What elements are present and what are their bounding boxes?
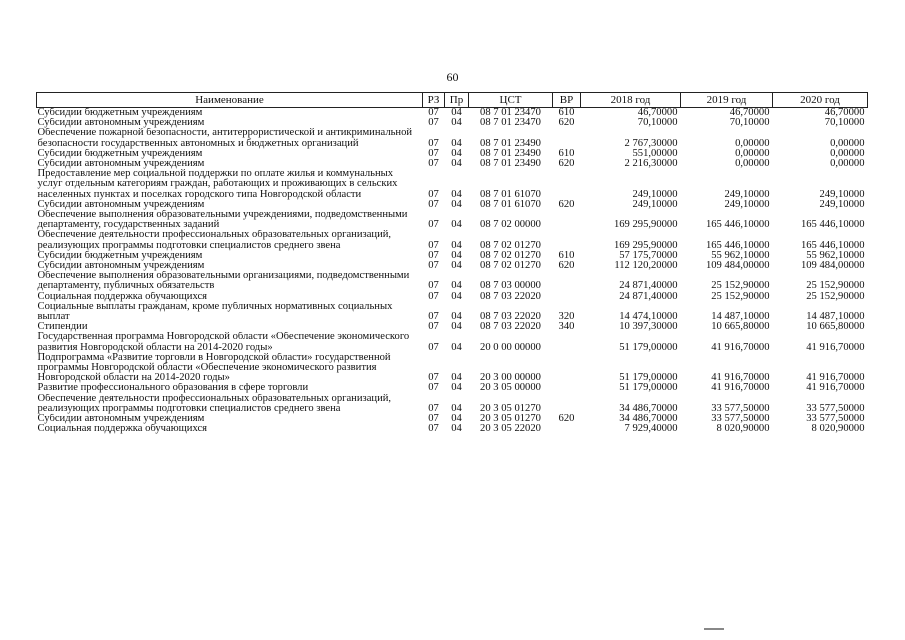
row-cst: 20 3 05 22020 [480,424,541,435]
row-cst: 08 7 03 00000 [480,280,541,292]
table-row [37,169,868,200]
row-2020: 249,10000 [819,188,865,200]
row-vr: 610 [558,148,575,159]
row-2018: 51 179,00000 [619,372,678,384]
row-2018: 10 397,30000 [619,322,678,333]
row-pr: 04 [451,402,462,414]
row-2020: 14 487,10000 [806,311,865,323]
row-2019: 249,10000 [724,188,770,200]
row-vr [553,271,581,291]
row-rz: 07 [428,280,439,292]
row-2019: 109 484,00000 [705,261,770,272]
row-pr: 04 [451,199,462,210]
row-2020: 41 916,70000 [806,383,865,394]
row-name: Субсидии автономным учреждениям [37,199,205,210]
row-name: Развитие профессионального образования в сфере торговли [37,383,309,394]
header-2018: 2018 год [581,93,681,108]
row-rz: 07 [428,383,439,394]
row-2019: 33 577,50000 [711,402,770,414]
row-cst: 08 7 02 00000 [480,219,541,231]
row-cst: 20 3 05 00000 [480,383,541,394]
row-rz: 07 [428,311,439,323]
row-2018: 34 486,70000 [619,414,678,425]
row-vr: 620 [558,159,575,170]
row-2020: 41 916,70000 [806,341,865,353]
row-pr: 04 [451,311,462,323]
row-name: Предоставление мер социальной поддержки по оплате жилья и коммунальных услуг отдельным категориям граждан, работающих и проживающих в сельских населенных пунктах и поселках городского типа Новгородской области [37,169,398,200]
row-2020: 55 962,10000 [806,250,865,261]
row-2020: 33 577,50000 [806,402,865,414]
table-row [37,302,868,322]
row-vr [553,230,581,250]
row-pr: 04 [451,414,462,425]
row-2019: 55 962,10000 [711,250,770,261]
row-name: Стипендии [37,322,88,333]
row-rz: 07 [428,107,439,118]
row-name: Социальная поддержка обучающихся [37,424,208,435]
row-2019: 14 487,10000 [711,311,770,323]
row-pr: 04 [451,188,462,200]
header-rz: РЗ [423,93,445,108]
table-row [37,118,868,128]
row-2020: 10 665,80000 [806,322,865,333]
row-rz: 07 [428,148,439,159]
page-number: 60 [446,70,459,84]
row-2019: 0,00000 [735,137,770,149]
header-pr: Пр [445,93,469,108]
row-cst: 08 7 03 22020 [480,291,541,302]
row-cst: 08 7 03 22020 [480,322,541,333]
row-2018: 24 871,40000 [619,280,678,292]
row-cst: 08 7 01 23490 [480,159,541,170]
row-cst: 20 3 05 01270 [480,402,541,414]
table-row [37,159,868,169]
row-2019: 10 665,80000 [711,322,770,333]
row-vr: 620 [558,199,575,210]
row-vr: 320 [558,311,575,323]
row-rz: 07 [428,372,439,384]
row-rz: 07 [428,250,439,261]
table-row [37,108,868,119]
row-pr: 04 [451,219,462,231]
row-2018: 551,00000 [632,148,678,159]
row-2020: 0,00000 [830,148,865,159]
row-pr: 04 [451,341,462,353]
row-rz: 07 [428,341,439,353]
row-2018: 51 179,00000 [619,383,678,394]
row-pr: 04 [451,239,462,251]
row-vr [553,128,581,148]
row-name: Субсидии бюджетным учреждениям [37,250,203,261]
row-2020: 33 577,50000 [806,414,865,425]
row-pr: 04 [451,383,462,394]
row-2019: 25 152,90000 [711,280,770,292]
header-2019: 2019 год [681,93,773,108]
row-name: Обеспечение деятельности профессиональных образовательных организаций, реализующих программы подготовки специалистов среднего звена [37,230,392,251]
row-cst: 08 7 01 23470 [480,118,541,129]
row-cst: 08 7 02 01270 [480,239,541,251]
row-rz: 07 [428,414,439,425]
row-2020: 0,00000 [830,137,865,149]
row-rz: 07 [428,239,439,251]
row-rz: 07 [428,261,439,272]
row-2019: 41 916,70000 [711,341,770,353]
row-2018: 249,10000 [632,199,678,210]
row-name: Субсидии бюджетным учреждениям [37,107,203,118]
row-rz: 07 [428,159,439,170]
row-name: Обеспечение деятельности профессиональных образовательных организаций, реализующих программы подготовки специалистов среднего звена [37,393,392,414]
row-2020: 109 484,00000 [800,261,865,272]
row-pr: 04 [451,372,462,384]
table-body [37,108,868,435]
row-name: Обеспечение выполнения образовательными организациями, подведомственными департаменту, публичных обязательств [37,271,410,292]
header-2020: 2020 год [773,93,868,108]
row-2018: 2 216,30000 [624,159,678,170]
row-cst: 20 3 05 01270 [480,414,541,425]
table-row [37,383,868,393]
row-rz: 07 [428,137,439,149]
row-pr: 04 [451,159,462,170]
table-row [37,414,868,424]
row-2020: 25 152,90000 [806,280,865,292]
row-cst: 20 3 00 00000 [480,372,541,384]
row-2018: 169 295,90000 [613,219,678,231]
row-name: Обеспечение выполнения образовательными учреждениями, подведомственными департаменту, государственных заданий [37,210,408,231]
row-cst: 08 7 01 61070 [480,199,541,210]
row-vr: 610 [558,107,575,118]
row-2018: 46,70000 [637,107,678,118]
row-2018: 249,10000 [632,188,678,200]
row-rz: 07 [428,199,439,210]
row-2020: 46,70000 [824,107,865,118]
row-cst: 08 7 03 22020 [480,311,541,323]
row-rz: 07 [428,118,439,129]
header-name: Наименование [37,93,423,108]
row-vr [553,394,581,414]
row-2020: 41 916,70000 [806,372,865,384]
row-2019: 8 020,90000 [716,424,770,435]
row-2019: 41 916,70000 [711,372,770,384]
table-row [37,149,868,159]
row-cst: 08 7 01 23490 [480,148,541,159]
row-vr [553,332,581,352]
table-row [37,292,868,302]
row-cst: 08 7 01 23490 [480,137,541,149]
row-2019: 46,70000 [729,107,770,118]
row-rz: 07 [428,188,439,200]
row-2019: 165 446,10000 [705,239,770,251]
row-2019: 249,10000 [724,199,770,210]
row-2018: 24 871,40000 [619,291,678,302]
table-row [37,271,868,291]
table-row [37,322,868,332]
row-vr [553,353,581,384]
row-cst: 20 0 00 00000 [480,341,541,353]
row-2019: 70,10000 [729,118,770,129]
row-2018: 70,10000 [637,118,678,129]
row-2020: 249,10000 [819,199,865,210]
row-vr: 610 [558,250,575,261]
row-pr: 04 [451,250,462,261]
row-2020: 25 152,90000 [806,291,865,302]
row-rz: 07 [428,291,439,302]
row-cst: 08 7 02 01270 [480,250,541,261]
row-rz: 07 [428,322,439,333]
row-2019: 0,00000 [735,159,770,170]
table-header-row [37,93,868,108]
header-cst: ЦСТ [469,93,553,108]
row-rz: 07 [428,402,439,414]
row-name: Обеспечение пожарной безопасности, антитеррористической и антикриминальной безопасности государственных автономных и бюджетных организаций [37,128,413,149]
table-row [37,353,868,384]
row-vr [553,210,581,230]
row-pr: 04 [451,118,462,129]
row-2018: 51 179,00000 [619,341,678,353]
table-row [37,251,868,261]
row-2020: 8 020,90000 [811,424,865,435]
row-2018: 112 120,20000 [614,261,678,272]
row-name: Субсидии бюджетным учреждениям [37,148,203,159]
row-name: Субсидии автономным учреждениям [37,261,205,272]
row-cst: 08 7 01 23470 [480,107,541,118]
row-cst: 08 7 02 01270 [480,261,541,272]
row-pr: 04 [451,291,462,302]
row-2019: 41 916,70000 [711,383,770,394]
row-2018: 169 295,90000 [613,239,678,251]
table-row [37,230,868,250]
table-row [37,424,868,434]
row-name: Подпрограмма «Развитие торговли в Новгородской области» государственной программы Новгородской области «Обеспечение экономического развития Новгородской области на 2014-2020 годы» [37,352,391,384]
row-pr: 04 [451,322,462,333]
row-2020: 165 446,10000 [800,239,865,251]
row-2018: 57 175,70000 [619,250,678,261]
table-row [37,261,868,271]
row-pr: 04 [451,280,462,292]
table-row [37,128,868,148]
row-2019: 0,00000 [735,148,770,159]
row-vr: 620 [558,261,575,272]
row-vr [553,424,581,434]
table-row [37,210,868,230]
row-2018: 14 474,10000 [619,311,678,323]
row-pr: 04 [451,424,462,435]
row-vr: 620 [558,414,575,425]
row-vr [553,383,581,393]
row-2018: 7 929,40000 [624,424,678,435]
row-2018: 2 767,30000 [624,137,678,149]
row-2019: 25 152,90000 [711,291,770,302]
row-2020: 70,10000 [824,118,865,129]
header-vr: ВР [553,93,581,108]
row-name: Субсидии автономным учреждениям [37,118,205,129]
row-rz: 07 [428,424,439,435]
row-pr: 04 [451,107,462,118]
table-row [37,200,868,210]
row-name: Социальные выплаты гражданам, кроме публичных нормативных социальных выплат [37,301,393,323]
row-2020: 165 446,10000 [800,219,865,231]
row-vr [553,169,581,200]
row-vr: 620 [558,118,575,129]
row-pr: 04 [451,148,462,159]
row-pr: 04 [451,137,462,149]
row-vr: 340 [558,322,575,333]
row-name: Государственная программа Новгородской области «Обеспечение экономического развития Новгородской области на 2014-2020 годы» [37,332,410,353]
table-row [37,332,868,352]
row-2019: 33 577,50000 [711,414,770,425]
table-row [37,394,868,414]
row-vr [553,292,581,302]
row-name: Субсидии автономным учреждениям [37,414,205,425]
row-2020: 0,00000 [830,159,865,170]
row-pr: 04 [451,261,462,272]
row-name: Социальная поддержка обучающихся [37,291,208,302]
row-cst: 08 7 01 61070 [480,188,541,200]
row-name: Субсидии автономным учреждениям [37,159,205,170]
row-2019: 165 446,10000 [705,219,770,231]
scan-artifact [704,628,724,630]
row-2018: 34 486,70000 [619,402,678,414]
budget-table [36,92,868,435]
row-rz: 07 [428,219,439,231]
